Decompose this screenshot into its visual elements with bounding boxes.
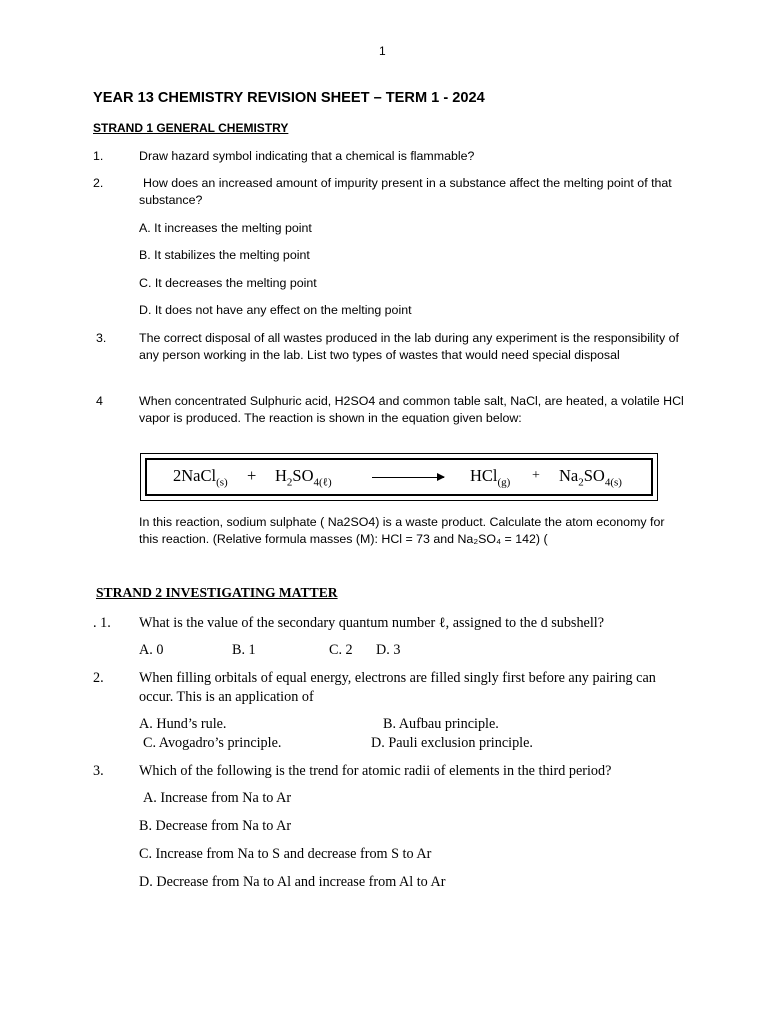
equation-reactant-nacl: 2NaCl$_{(s)}$ bbox=[173, 466, 228, 489]
equation-product-na2so4: $Na_2SO_{4(s)}$ bbox=[559, 466, 622, 489]
question-followup-text: In this reaction, sodium sulphate ( Na2SO4) is a waste product. Calculate the atom economy for this reaction. (Relative formula masses (M): HCl = 73 and Na₂SO₄ = 142) ( bbox=[139, 515, 665, 546]
strand1-heading: STRAND 1 GENERAL CHEMISTRY bbox=[93, 121, 289, 135]
question-number: 2. bbox=[93, 670, 104, 686]
question-number: 3. bbox=[96, 331, 107, 345]
option-d: D. It does not have any effect on the melting point bbox=[139, 303, 412, 317]
equation-plus-1: + bbox=[247, 466, 257, 485]
question-text: When filling orbitals of equal energy, electrons are filled singly first before any pairing can occur. This is an application of bbox=[139, 670, 656, 705]
option-d: D. 3 bbox=[376, 642, 401, 658]
option-a: A. It increases the melting point bbox=[139, 221, 312, 235]
question-number: 4 bbox=[96, 394, 103, 408]
question-number: . 1. bbox=[93, 615, 111, 631]
equation-plus-2: + bbox=[532, 468, 540, 483]
option-b: B. Decrease from Na to Ar bbox=[139, 818, 292, 834]
option-b: B. It stabilizes the melting point bbox=[139, 248, 310, 262]
option-c: C. It decreases the melting point bbox=[139, 276, 317, 290]
option-b: B. 1 bbox=[232, 642, 256, 658]
question-number: 3. bbox=[93, 763, 104, 779]
question-text: Draw hazard symbol indicating that a chemical is flammable? bbox=[139, 149, 475, 163]
question-text: Which of the following is the trend for atomic radii of elements in the third period? bbox=[139, 763, 612, 779]
reaction-arrow-icon bbox=[372, 477, 444, 478]
question-text: How does an increased amount of impurity present in a substance affect the melting point of that substance? bbox=[139, 176, 672, 207]
question-number: 2. bbox=[93, 176, 104, 190]
option-c: C. Increase from Na to S and decrease from S to Ar bbox=[139, 846, 432, 862]
option-c: C. 2 bbox=[329, 642, 353, 658]
option-c: C. Avogadro’s principle. bbox=[143, 735, 282, 751]
strand2-heading: STRAND 2 INVESTIGATING MATTER bbox=[96, 585, 338, 600]
question-text: When concentrated Sulphuric acid, H2SO4 and common table salt, NaCl, are heated, a volatile HCl vapor is produced. The reaction is shown in the equation given below: bbox=[139, 394, 684, 425]
equation-box bbox=[140, 453, 658, 501]
option-d: D. Pauli exclusion principle. bbox=[371, 735, 533, 751]
page-number: 1 bbox=[379, 44, 386, 58]
option-a: A. Increase from Na to Ar bbox=[143, 790, 292, 806]
option-a: A. 0 bbox=[139, 642, 164, 658]
equation-reactant-h2so4: $H_2SO_{4(\ell)}$ bbox=[275, 466, 332, 489]
question-number: 1. bbox=[93, 149, 104, 163]
equation-box-inner-border bbox=[145, 458, 653, 496]
option-a: A. Hund’s rule. bbox=[139, 716, 227, 732]
option-d: D. Decrease from Na to Al and increase from Al to Ar bbox=[139, 874, 446, 890]
question-text: What is the value of the secondary quantum number ℓ, assigned to the d subshell? bbox=[139, 615, 605, 631]
question-text: The correct disposal of all wastes produced in the lab during any experiment is the responsibility of any person working in the lab. List two types of wastes that would need special disposal bbox=[139, 331, 679, 362]
option-b: B. Aufbau principle. bbox=[383, 716, 499, 732]
page-title: YEAR 13 CHEMISTRY REVISION SHEET – TERM 1 - 2024 bbox=[93, 90, 485, 106]
equation-product-hcl: HCl$_{(g)}$ bbox=[470, 466, 511, 489]
